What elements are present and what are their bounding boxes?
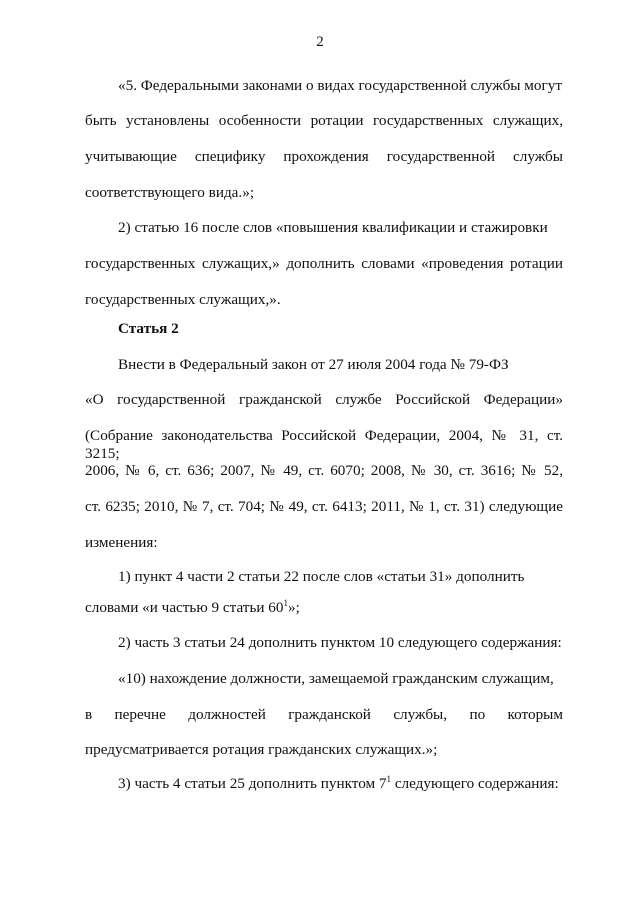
text-line-11: (Собрание законодательства Российской Федерации, 2004, № 31, ст. 3215; xyxy=(85,427,563,462)
text-line-9: Внести в Федеральный закон от 27 июля 2004 года № 79-ФЗ xyxy=(118,356,509,373)
text-line-10: «О государственной гражданской службе Российской Федерации» xyxy=(85,391,563,408)
text-line-17: 2) часть 3 статьи 24 дополнить пунктом 10 следующего содержания: xyxy=(118,634,562,651)
text-line-21-superscript: 1 xyxy=(386,774,392,784)
text-line-13: ст. 6235; 2010, № 7, ст. 704; № 49, ст. 6413; 2011, № 1, ст. 31) следующие xyxy=(85,498,563,515)
text-line-1: «5. Федеральными законами о видах государственной службы могут xyxy=(118,77,562,94)
text-line-3: учитывающие специфику прохождения государственной службы xyxy=(85,148,563,165)
text-line-6: государственных служащих,» дополнить словами «проведения ротации xyxy=(85,255,563,272)
article-heading: Статья 2 xyxy=(118,320,179,337)
text-line-21-end: следующего содержания: xyxy=(391,775,559,792)
text-line-12: 2006, № 6, ст. 636; 2007, № 49, ст. 6070; 2008, № 30, ст. 3616; № 52, xyxy=(85,462,563,479)
page-number: 2 xyxy=(316,34,324,50)
text-line-7: государственных служащих,». xyxy=(85,291,281,308)
text-line-16 xyxy=(85,599,300,617)
text-line-16-main: словами «и частью 9 статьи 60 xyxy=(85,599,284,616)
text-line-2: быть установлены особенности ротации государственных служащих, xyxy=(85,112,563,129)
text-line-18: «10) нахождение должности, замещаемой гражданским служащим, xyxy=(118,670,554,687)
text-line-21 xyxy=(118,775,559,793)
text-line-4: соответствующего вида.»; xyxy=(85,184,255,201)
text-line-16-end: »; xyxy=(287,599,300,616)
text-line-19: в перечне должностей гражданской службы, по которым xyxy=(85,706,563,723)
text-line-15: 1) пункт 4 части 2 статьи 22 после слов «статьи 31» дополнить xyxy=(118,568,525,585)
text-line-16-superscript: 1 xyxy=(283,598,288,608)
text-line-20: предусматривается ротация гражданских служащих.»; xyxy=(85,741,438,758)
text-line-5: 2) статью 16 после слов «повышения квалификации и стажировки xyxy=(118,219,548,236)
text-line-14: изменения: xyxy=(85,534,158,551)
text-line-21-main: 3) часть 4 статьи 25 дополнить пунктом 7 xyxy=(118,775,387,792)
